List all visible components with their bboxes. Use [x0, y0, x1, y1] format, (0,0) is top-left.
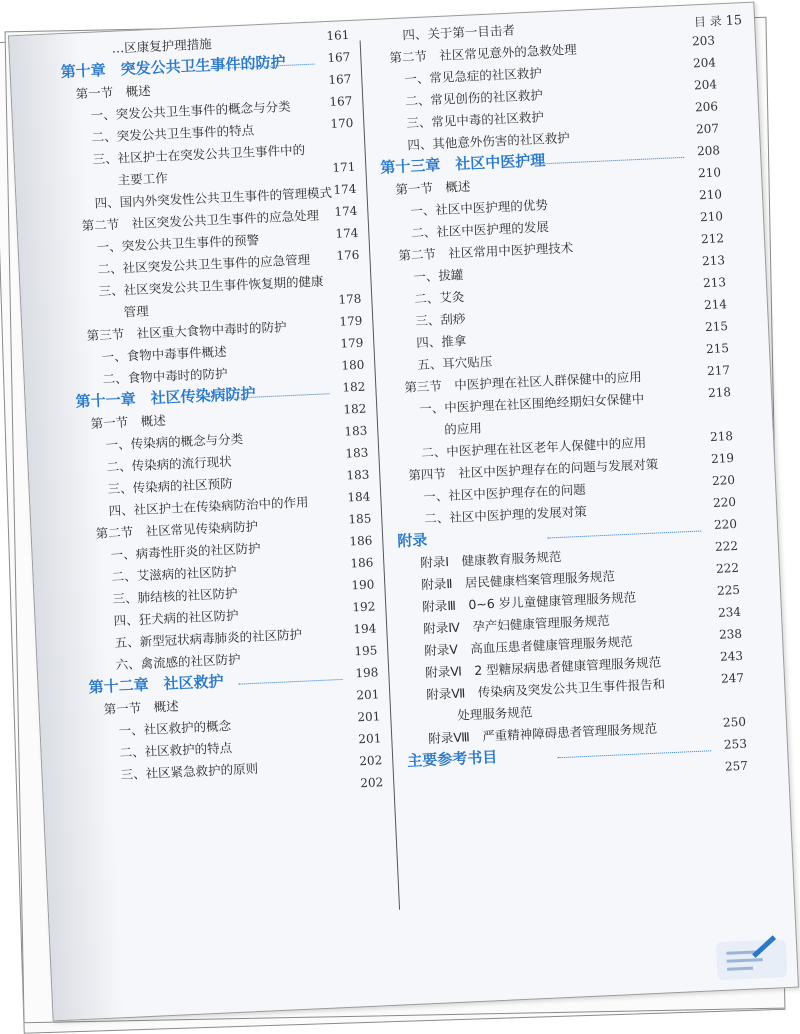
entry-title: 一、社区救护的概念	[118, 718, 232, 739]
entry-title: 第十三章 社区中医护理	[379, 151, 546, 177]
entry-page-number: 207	[695, 121, 720, 137]
entry-title: 一、传染病的概念与分类	[105, 431, 244, 453]
entry-title: 二、中医护理在社区老年人保健中的应用	[421, 434, 647, 461]
entry-title: 第一节 概述	[90, 412, 166, 432]
entry-page-number: 250	[722, 714, 747, 730]
entry-page-number: 225	[716, 582, 741, 598]
entry-page-number: 210	[699, 209, 724, 225]
entry-page-number: 218	[709, 428, 734, 445]
entry-title: 第一节 概述	[75, 83, 151, 102]
entry-page-number: 179	[340, 335, 364, 351]
entry-page-number: 198	[355, 665, 379, 681]
entry-title: 五、新型冠状病毒肺炎的社区防护	[114, 626, 303, 651]
entry-title: 的应用	[443, 420, 483, 438]
entry-title: 第二节 社区突发公共卫生事件的应急处理	[81, 207, 320, 234]
entry-page-number: 202	[360, 775, 384, 791]
entry-title: 附录Ⅶ 传染病及突发公共卫生事件报告和	[425, 676, 666, 703]
entry-title: 二、社区突发公共卫生事件的应急管理	[97, 251, 311, 277]
entry-page-number: 170	[330, 115, 354, 131]
entry-page-number: 184	[347, 489, 371, 505]
entry-page-number: 212	[700, 231, 725, 247]
entry-title: 三、社区护士在突发公共卫生事件中的	[92, 142, 306, 167]
entry-title: 附录Ⅵ 2 型糖尿病患者健康管理服务规范	[424, 654, 662, 681]
entry-title: 第二节 社区常用中医护理技术	[398, 240, 574, 263]
entry-page-number: 167	[327, 49, 351, 65]
entry-title: 管理	[123, 303, 149, 320]
entry-title: 附录Ⅴ 高血压患者健康管理服务规范	[423, 633, 634, 659]
entry-title: 四、狂犬病的社区防护	[113, 607, 239, 629]
entry-page-number: 171	[332, 159, 356, 175]
entry-title: 三、社区突发公共卫生事件恢复期的健康	[98, 273, 324, 299]
entry-title: 一、常见急症的社区救护	[404, 65, 543, 87]
entry-page-number: 201	[357, 709, 381, 725]
entry-page-number: 220	[713, 516, 738, 532]
entry-title: 附录Ⅲ 0~6 岁儿童健康管理服务规范	[421, 589, 637, 615]
entry-title: 四、关于第一目击者	[402, 22, 516, 43]
entry-title: 一、突发公共卫生事件的预警	[96, 232, 260, 255]
entry-title: 一、食物中毒事件概述	[101, 343, 227, 365]
entry-title: 处理服务规范	[456, 704, 533, 723]
entry-page-number: 183	[345, 445, 369, 461]
entry-page-number: 220	[712, 494, 737, 510]
entry-page-number: 167	[329, 93, 353, 109]
entry-page-number: 174	[334, 203, 358, 219]
entry-title: 二、社区中医护理的发展	[411, 219, 550, 241]
entry-page-number: 234	[717, 604, 742, 620]
entry-title: 一、拔罐	[413, 267, 464, 285]
entry-title: 附录Ⅷ 严重精神障碍患者管理服务规范	[427, 720, 658, 747]
entry-page-number: 174	[335, 225, 359, 241]
entry-title: 四、社区护士在传染病防治中的作用	[108, 494, 309, 519]
toc-page	[8, 2, 799, 1022]
entry-title: 二、传染病的流行现状	[106, 453, 232, 475]
header-page-number: 15	[725, 13, 743, 29]
dotted-leader	[547, 531, 701, 539]
entry-page-number: 201	[356, 687, 380, 703]
entry-title: 三、肺结核的社区防护	[112, 585, 238, 607]
entry-page-number: 161	[326, 27, 350, 43]
entry-page-number: 204	[693, 77, 718, 93]
entry-page-number: 190	[351, 577, 375, 593]
entry-title: 第一节 概述	[395, 178, 471, 198]
entry-title: 一、社区中医护理存在的问题	[423, 481, 587, 505]
entry-page-number: 213	[702, 275, 727, 291]
entry-page-number: 253	[723, 736, 748, 752]
entry-title: 第十二章 社区救护	[88, 672, 224, 697]
dotted-leader	[239, 679, 343, 685]
entry-page-number: 183	[344, 423, 368, 439]
toc-right-column	[374, 8, 749, 793]
entry-title: 第四节 社区中医护理存在的问题与发展对策	[408, 456, 659, 483]
entry-page-number: 218	[707, 385, 732, 401]
entry-page-number: 206	[694, 99, 719, 115]
entry-page-number: 182	[342, 379, 366, 395]
entry-title: 四、其他意外伤害的社区救护	[407, 130, 571, 153]
entry-title: 二、常见创伤的社区救护	[405, 87, 544, 109]
entry-page-number: 182	[343, 401, 367, 417]
entry-title: 第一节 概述	[103, 698, 179, 717]
header-label: 目 录	[693, 14, 723, 30]
entry-page-number: 215	[704, 319, 729, 335]
entry-title: 附录Ⅱ 居民健康档案管理服务规范	[421, 568, 616, 593]
entry-page-number: 176	[336, 247, 360, 263]
entry-title: 附录Ⅳ 孕产妇健康管理服务规范	[422, 612, 611, 637]
entry-title: 四、国内外突发性公共卫生事件的管理模式	[94, 184, 333, 211]
entry-page-number: 185	[348, 511, 372, 527]
entry-page-number: 203	[691, 33, 716, 49]
toc-left-column	[59, 25, 384, 807]
entry-title: 第十章 突发公共卫生事件的防护	[60, 52, 286, 82]
entry-page-number: 202	[359, 753, 383, 769]
entry-title: 三、社区紧急救护的原则	[120, 760, 259, 783]
entry-title: 附录Ⅰ 健康教育服务规范	[420, 548, 562, 571]
entry-title: 主要参考书目	[406, 748, 498, 771]
entry-title: 第二节 社区常见意外的急救处理	[389, 41, 578, 66]
entry-page-number: 195	[354, 643, 378, 659]
entry-page-number: 210	[698, 187, 723, 203]
entry-title: 二、艾灸	[414, 289, 465, 307]
entry-title: 一、突发公共卫生事件的概念与分类	[90, 98, 291, 123]
dotted-leader	[530, 157, 684, 165]
entry-title: 一、病毒性肝炎的社区防护	[110, 540, 261, 563]
entry-page-number: 204	[692, 55, 717, 71]
entry-title: 二、社区中医护理的发展对策	[424, 503, 588, 527]
entry-page-number: 257	[724, 758, 749, 774]
entry-title: …区康复护理措施	[111, 36, 212, 56]
entry-page-number: 219	[710, 450, 735, 466]
entry-title: 四、推拿	[416, 332, 467, 351]
entry-page-number: 167	[328, 71, 352, 87]
entry-title: 五、耳穴贴压	[417, 353, 493, 373]
entry-page-number: 180	[341, 357, 365, 373]
entry-title: 二、艾滋病的社区防护	[111, 563, 237, 585]
entry-page-number: 183	[346, 467, 370, 483]
entry-title: 二、突发公共卫生事件的特点	[91, 122, 255, 145]
entry-title: 第十一章 社区传染病防护	[75, 384, 256, 411]
entry-page-number: 214	[703, 297, 728, 313]
entry-page-number: 247	[720, 670, 745, 686]
entry-page-number: 222	[714, 538, 739, 554]
entry-page-number: 174	[333, 181, 357, 197]
entry-title: 三、刮痧	[415, 311, 466, 329]
entry-title: 三、传染病的社区预防	[107, 475, 233, 497]
entry-page-number: 215	[705, 341, 730, 357]
entry-page-number: 217	[706, 363, 731, 379]
entry-page-number: 208	[696, 143, 721, 159]
entry-title: 二、食物中毒时的防护	[102, 365, 228, 387]
entry-title: 第三节 社区重大食物中毒时的防护	[86, 319, 287, 344]
entry-page-number: 179	[339, 313, 363, 329]
entry-page-number: 243	[719, 648, 744, 664]
entry-page-number: 238	[718, 626, 743, 642]
entry-page-number: 210	[697, 165, 722, 181]
entry-page-number: 192	[352, 599, 376, 615]
entry-title: 第二节 社区常见传染病防护	[95, 518, 259, 541]
entry-title: 一、社区中医护理的优势	[410, 197, 549, 219]
entry-title: 三、常见中毒的社区救护	[406, 109, 545, 131]
entry-page-number: 213	[701, 253, 726, 269]
entry-page-number: 178	[338, 291, 362, 307]
entry-page-number: 186	[350, 555, 374, 571]
entry-page-number: 186	[349, 533, 373, 549]
notebook-pen-icon	[716, 939, 788, 980]
entry-page-number: 201	[358, 731, 382, 747]
entry-page-number: 222	[715, 560, 740, 576]
entry-title: 附录	[396, 530, 428, 551]
entry-title: 第三节 中医护理在社区人群保健中的应用	[404, 369, 642, 395]
entry-page-number: 194	[353, 621, 377, 637]
entry-title: 主要工作	[117, 170, 168, 188]
entry-title: 二、社区救护的特点	[119, 740, 233, 761]
dotted-leader	[557, 750, 711, 758]
entry-title: 六、禽流感的社区防护	[115, 651, 241, 673]
entry-title: 一、中医护理在社区围绝经期妇女保健中	[419, 390, 645, 417]
entry-page-number: 220	[711, 472, 736, 488]
